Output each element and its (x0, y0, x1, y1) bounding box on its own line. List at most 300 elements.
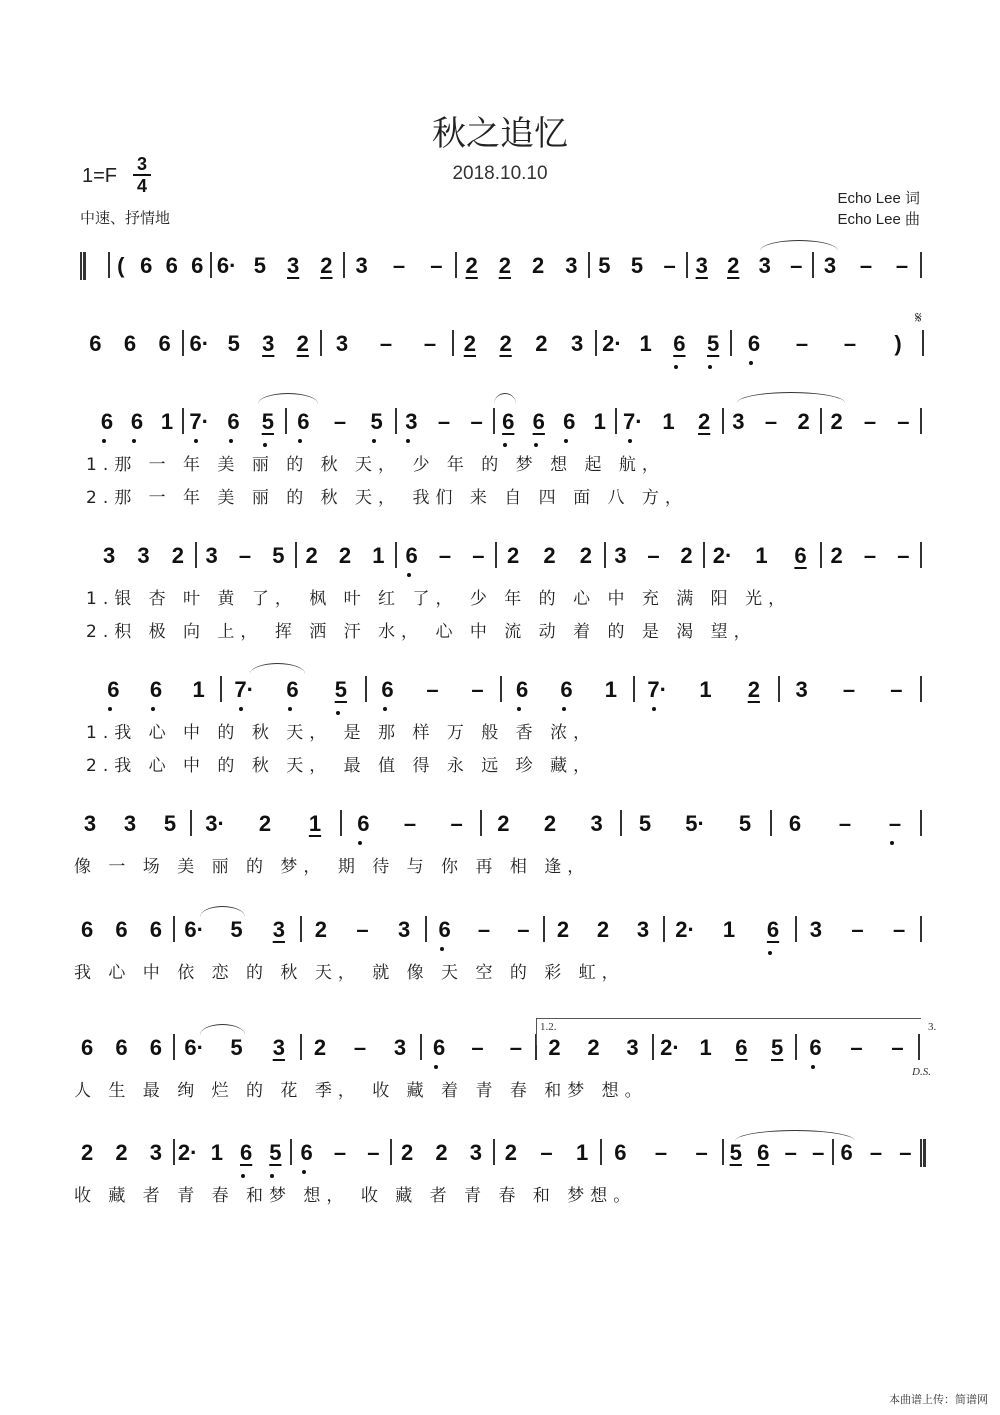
note: 3 (590, 811, 603, 836)
dash-extension: – (477, 917, 491, 942)
barline (820, 542, 822, 568)
note: 2 (504, 1140, 517, 1165)
note: 3 (732, 409, 745, 434)
slur-tie (200, 906, 245, 917)
note: 3 (123, 811, 137, 836)
slur-tie (494, 393, 516, 404)
note: 5 (227, 331, 240, 356)
note: 1 (639, 331, 652, 356)
dash-extension: – (392, 253, 406, 278)
song-date: 2018.10.10 (452, 163, 548, 184)
lower-octave-dot (358, 841, 362, 845)
dash-extension: – (850, 1035, 863, 1060)
note: 2 (727, 253, 740, 278)
dash-extension: – (509, 1035, 522, 1060)
note: 1 (210, 1140, 223, 1165)
barline (600, 1139, 602, 1165)
barline (778, 676, 780, 702)
dash-extension: – (842, 677, 856, 702)
dash-extension: – (891, 1035, 904, 1060)
barline (588, 252, 590, 278)
barline (220, 676, 222, 702)
barline (425, 916, 427, 942)
lower-octave-dot (298, 439, 302, 443)
dash-extension: – (897, 409, 910, 434)
note: 6 (757, 1140, 770, 1165)
barline (920, 810, 922, 836)
lower-octave-dot (263, 443, 267, 447)
barline (182, 408, 184, 434)
barline (108, 252, 110, 278)
dash-extension: – (863, 409, 877, 434)
dash-extension: – (784, 1140, 797, 1165)
dash-extension: – (647, 543, 660, 568)
barline (210, 252, 212, 278)
barline (832, 1139, 834, 1165)
barline (455, 252, 457, 278)
dash-extension: – (654, 1140, 668, 1165)
slur-tie (737, 392, 845, 403)
note: 2 (556, 917, 570, 942)
note: 3 (355, 253, 368, 278)
lower-octave-dot (749, 361, 753, 365)
dash-extension: – (333, 1140, 347, 1165)
barline (173, 1034, 175, 1060)
dal-segno-marking: D.S. (912, 1066, 931, 1078)
dash-extension: – (888, 811, 902, 836)
barline (295, 542, 297, 568)
note: 2 (171, 543, 184, 568)
note: 2 (543, 543, 556, 568)
parenthesis: ( (117, 253, 125, 278)
time-signature-bottom: 4 (136, 176, 147, 196)
lower-octave-dot (674, 365, 678, 369)
dash-extension: – (897, 543, 910, 568)
dash-extension: – (795, 331, 809, 356)
lower-octave-dot (229, 439, 233, 443)
lower-octave-dot (440, 947, 444, 951)
lower-octave-dot (108, 707, 112, 711)
barline (820, 408, 822, 434)
note: 2 (680, 543, 693, 568)
note: 2 (314, 917, 327, 942)
dash-extension: – (869, 1140, 883, 1165)
barline (770, 810, 772, 836)
note: 6 (794, 543, 807, 568)
lower-octave-dot (102, 439, 106, 443)
barline (480, 810, 482, 836)
note: 6 (107, 677, 120, 702)
note: 1 (372, 543, 385, 568)
barline (595, 330, 597, 356)
dash-extension: – (356, 917, 369, 942)
dash-extension: – (430, 253, 443, 278)
note: 6 (297, 409, 310, 434)
note: 3 (636, 917, 650, 942)
note: 6· (189, 331, 210, 356)
note: 6 (433, 1035, 446, 1060)
note: 2· (177, 1140, 198, 1165)
barline (730, 330, 732, 356)
dash-extension: – (517, 917, 530, 942)
barline (340, 810, 342, 836)
note: 3 (103, 543, 116, 568)
lower-octave-dot (811, 1065, 815, 1069)
note: 2 (401, 1140, 414, 1165)
lyric-line-2: 2.积 极 向 上， 挥 洒 汗 水， 心 中 流 动 着 的 是 渴 望， (86, 622, 757, 642)
note: 5 (163, 811, 177, 836)
note: 3 (149, 1140, 162, 1165)
lower-octave-dot (288, 707, 292, 711)
dash-extension: – (438, 543, 452, 568)
note: 5 (729, 1140, 742, 1165)
dash-extension: – (893, 917, 906, 942)
note: 6· (216, 253, 237, 278)
note: 2 (532, 253, 545, 278)
dash-extension: – (764, 409, 778, 434)
note: 2 (830, 543, 843, 568)
note: 2· (660, 1035, 680, 1060)
note: 6 (149, 677, 163, 702)
note: 7· (623, 409, 643, 434)
note: 2· (675, 917, 695, 942)
note: 6 (286, 677, 299, 702)
lower-octave-dot (652, 707, 656, 711)
barline (285, 408, 287, 434)
note: 5 (598, 253, 611, 278)
note: 6 (115, 917, 128, 942)
note: 1 (699, 677, 712, 702)
note: 1 (192, 677, 205, 702)
note: 1 (722, 917, 736, 942)
lyric-line-1: 1.银 杏 叶 黄 了， 枫 叶 红 了， 少 年 的 心 中 充 满 阳 光， (86, 589, 792, 609)
dash-extension: – (890, 677, 903, 702)
note: 2· (602, 331, 622, 356)
note: 6 (227, 409, 240, 434)
barline (493, 408, 495, 434)
dash-extension: – (450, 811, 463, 836)
lyric-line-2: 2.那 一 年 美 丽 的 秋 天， 我们 来 自 四 面 八 方， (86, 488, 688, 508)
barline (320, 330, 322, 356)
dash-extension: – (426, 677, 439, 702)
dash-extension: – (367, 1140, 380, 1165)
lower-octave-dot (564, 439, 568, 443)
dash-extension: – (843, 331, 857, 356)
barline (920, 916, 922, 942)
note: 5 (638, 811, 652, 836)
note: 3 (272, 1035, 285, 1060)
lower-octave-dot (434, 1065, 438, 1069)
note: 6 (516, 677, 529, 702)
note: 5 (771, 1035, 784, 1060)
note: 2 (747, 677, 760, 702)
lyric-line-1: 我 心 中 依 恋 的 秋 天， 就 像 天 空 的 彩 虹， (74, 963, 625, 983)
note: 5 (630, 253, 644, 278)
note: 3 (626, 1035, 639, 1060)
note: 6 (130, 409, 144, 434)
note: 6 (673, 331, 686, 356)
note: 6 (563, 409, 576, 434)
note: 2· (712, 543, 733, 568)
note: 6 (100, 409, 114, 434)
note: 2 (535, 331, 548, 356)
note: 5 (370, 409, 383, 434)
dash-extension: – (540, 1140, 553, 1165)
volta-bracket (536, 1018, 921, 1045)
barline (300, 1034, 302, 1060)
barline (395, 408, 397, 434)
note: 2 (579, 543, 592, 568)
dash-extension: – (403, 811, 417, 836)
barline (452, 330, 454, 356)
lower-octave-dot (628, 439, 632, 443)
barline (663, 916, 665, 942)
lower-octave-dot (407, 573, 411, 577)
barline (795, 916, 797, 942)
note: 2 (797, 409, 810, 434)
note: 5 (269, 1140, 282, 1165)
note: 1 (593, 409, 606, 434)
note: 1 (662, 409, 675, 434)
barline (182, 330, 184, 356)
lower-octave-dot (239, 707, 243, 711)
note: 6 (81, 917, 94, 942)
note: 2 (497, 811, 510, 836)
note: 2 (338, 543, 352, 568)
lyric-line-1: 像 一 场 美 丽 的 梦， 期 待 与 你 再 相 逢， (74, 857, 591, 877)
barline (812, 252, 814, 278)
note: 5 (707, 331, 720, 356)
lyric-line-1: 1.那 一 年 美 丽 的 秋 天， 少 年 的 梦 想 起 航， (86, 455, 665, 475)
barline (395, 542, 397, 568)
barline (604, 542, 606, 568)
note: 6 (747, 331, 761, 356)
note: 6 (735, 1035, 748, 1060)
lower-octave-dot (383, 707, 387, 711)
tempo-marking: 中速、抒情地 (80, 209, 171, 227)
note: 2 (296, 331, 309, 356)
barline (920, 542, 922, 568)
note: 6· (184, 917, 204, 942)
note: 5 (253, 253, 266, 278)
lower-octave-dot (768, 951, 772, 955)
barline (922, 330, 924, 356)
barline (390, 1139, 392, 1165)
barline (703, 542, 705, 568)
note: 3 (398, 917, 411, 942)
dash-extension: – (790, 253, 803, 278)
note: 6 (115, 1035, 128, 1060)
lower-octave-dot (241, 1174, 245, 1178)
note: 3 (695, 253, 708, 278)
note: 5 (738, 811, 752, 836)
note: 6 (158, 331, 171, 356)
barline (920, 676, 922, 702)
dash-extension: – (851, 917, 864, 942)
lyric-line-2: 2.我 心 中 的 秋 天， 最 值 得 永 远 珍 藏， (86, 756, 597, 776)
note: 5· (685, 811, 705, 836)
lower-octave-dot (151, 707, 155, 711)
lyric-line-1: 收 藏 者 青 春 和梦 想， 收 藏 者 青 春 和 梦想。 (74, 1186, 637, 1206)
barline (343, 252, 345, 278)
note: 2 (115, 1140, 128, 1165)
note: 3 (393, 1035, 407, 1060)
note: 1 (160, 409, 174, 434)
note: 5 (272, 543, 285, 568)
lower-octave-dot (132, 439, 136, 443)
note: 2 (543, 811, 557, 836)
note: 2 (320, 253, 333, 278)
lyricist-credit: Echo Lee 词 (837, 190, 920, 207)
note: 3 (823, 253, 837, 278)
note: 6 (381, 677, 394, 702)
dash-extension: – (471, 1035, 484, 1060)
barline (920, 408, 922, 434)
note: 3· (205, 811, 225, 836)
note: 5 (230, 1035, 243, 1060)
segno-icon: 𝄋 (915, 310, 922, 327)
dash-extension: – (472, 543, 485, 568)
note: 6 (809, 1035, 822, 1060)
lower-octave-dot (372, 439, 376, 443)
note: 6 (191, 253, 204, 278)
note: 5 (261, 409, 274, 434)
note: 3 (262, 331, 275, 356)
barline (543, 916, 545, 942)
note: 1 (576, 1140, 589, 1165)
note: 6 (357, 811, 370, 836)
note: 1 (699, 1035, 712, 1060)
note: 6 (560, 677, 573, 702)
note: 3 (758, 253, 771, 278)
note: 2 (698, 409, 711, 434)
dash-extension: – (437, 409, 451, 434)
lower-octave-dot (708, 365, 712, 369)
repeat-start-barline (80, 252, 86, 280)
note: 3 (405, 409, 418, 434)
note: 6 (766, 917, 780, 942)
note: 7· (189, 409, 209, 434)
dash-extension: – (353, 1035, 367, 1060)
note: 6 (149, 1035, 162, 1060)
note: 6 (438, 917, 451, 942)
note: 2 (313, 1035, 327, 1060)
dash-extension: – (695, 1140, 708, 1165)
barline (420, 1034, 422, 1060)
barline (686, 252, 688, 278)
note: 6 (140, 253, 153, 278)
note: 6 (532, 409, 545, 434)
note: 1 (755, 543, 768, 568)
note: 6 (123, 331, 137, 356)
barline (500, 676, 502, 702)
note: 6 (840, 1140, 853, 1165)
final-barline (920, 1139, 926, 1167)
note: 3 (795, 677, 808, 702)
note: 3 (809, 917, 822, 942)
dash-extension: – (238, 543, 252, 568)
volta-2-label: 3. (928, 1021, 937, 1033)
key-signature: 1=F (82, 165, 118, 187)
barline (173, 916, 175, 942)
note: 2 (596, 917, 610, 942)
footer-watermark: 本曲谱上传：简谱网 (889, 1393, 988, 1406)
note: 2 (499, 331, 512, 356)
time-signature-top: 3 (133, 154, 151, 176)
note: 2 (498, 253, 511, 278)
note: 6 (165, 253, 178, 278)
dash-extension: – (812, 1140, 825, 1165)
note: 3 (565, 253, 578, 278)
barline (722, 408, 724, 434)
barline (493, 1139, 495, 1165)
note: 2 (507, 543, 520, 568)
note: 6 (240, 1140, 253, 1165)
note: 6 (405, 543, 418, 568)
barline (173, 1139, 175, 1165)
note: 2 (830, 409, 843, 434)
composer-credit: Echo Lee 曲 (837, 211, 920, 228)
note: 3 (272, 917, 285, 942)
note: 3 (469, 1140, 482, 1165)
barline (300, 916, 302, 942)
lyric-line-1: 1.我 心 中 的 秋 天， 是 那 样 万 般 香 浓， (86, 723, 597, 743)
barline (495, 542, 497, 568)
lower-octave-dot (302, 1170, 306, 1174)
barline (190, 810, 192, 836)
note: 6 (149, 917, 162, 942)
note: 3 (137, 543, 150, 568)
barline (195, 542, 197, 568)
note: 6 (788, 811, 802, 836)
dash-extension: – (333, 409, 347, 434)
dash-extension: – (863, 543, 877, 568)
lower-octave-dot (194, 439, 198, 443)
dash-extension: – (663, 253, 676, 278)
dash-extension: – (859, 253, 873, 278)
note: 2 (465, 253, 478, 278)
note: 6· (184, 1035, 204, 1060)
note: 7· (234, 677, 254, 702)
note: 1 (604, 677, 617, 702)
note: 2 (258, 811, 272, 836)
note: 5 (334, 677, 347, 702)
note: 5 (230, 917, 243, 942)
note: 6 (89, 331, 102, 356)
dash-extension: – (379, 331, 393, 356)
note: 3 (287, 253, 300, 278)
lower-octave-dot (406, 439, 410, 443)
note: 2 (548, 1035, 561, 1060)
lower-octave-dot (503, 443, 507, 447)
slur-tie (200, 1024, 245, 1035)
note: 2 (435, 1140, 448, 1165)
lower-octave-dot (336, 711, 340, 715)
note: 2 (463, 331, 476, 356)
lower-octave-dot (517, 707, 521, 711)
note: 3 (83, 811, 97, 836)
lower-octave-dot (562, 707, 566, 711)
note: 2 (81, 1140, 94, 1165)
note: 1 (308, 811, 322, 836)
lower-octave-dot (270, 1174, 274, 1178)
slur-tie (258, 393, 318, 404)
barline (920, 252, 922, 278)
barline (722, 1139, 724, 1165)
parenthesis: ) (894, 331, 902, 356)
slur-tie (760, 240, 838, 251)
dash-extension: – (895, 253, 909, 278)
